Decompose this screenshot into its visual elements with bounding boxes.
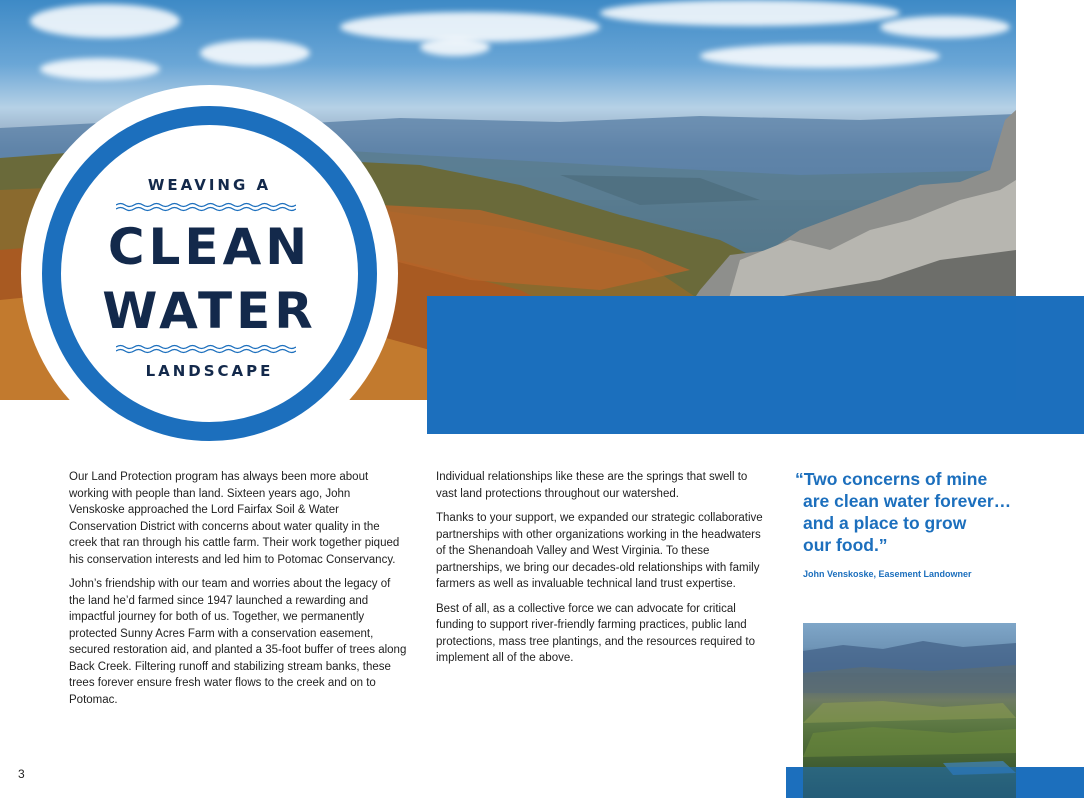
paragraph: Individual relationships like these are the springs that swell to vast land protections throughout our watershed. [436,471,748,500]
title-line-clean: CLEAN [107,218,312,276]
pull-quote-line: are clean water forever… [803,491,1012,511]
title-line-water: WATER [102,282,317,340]
body-column-1 [69,469,409,716]
paragraph: John’s friendship with our team and worries about the legacy of the land he’d farmed since 1947 launched a rewarding and impactful journey for both of us. Together, we permanently protected Sunny Acres Farm with a conservation easement, secured restoration aid, and planted a 35-foot buffer of trees along Back Creek. Filtering runoff and stabilizing stream banks, these trees forever ensure fresh water flows to the creek and on to Potomac. [69,578,407,706]
wave-divider-icon [116,202,296,212]
pull-quote-line: “Two concerns of mine [795,469,988,489]
pull-quote [795,468,1025,556]
page-number: 3 [18,767,25,781]
title-kicker-top: WEAVING A [147,176,272,194]
quote-attribution: John Venskoske, Easement Landowner [803,569,972,579]
accent-blue-overlay [803,767,1016,798]
paragraph: Our Land Protection program has always been more about working with people than land. Sixteen years ago, John Venskoske approached the Lord Fairfax Soil & Water Conservation District with concerns about water quality in the creek that ran through his cattle farm. Their work together piqued his conservation interests and led him to Potomac Conservancy. [69,471,400,566]
accent-blue-overlay [427,296,1016,400]
pull-quote-line: and a place to grow [803,513,967,533]
body-column-2 [436,469,771,675]
pull-quote-line: our food.” [803,535,888,555]
paragraph: Best of all, as a collective force we can advocate for critical funding to support river-friendly farming practices, public land protections, mass tree plantings, and the resources required to implement all of the above. [436,602,755,664]
title-kicker-bottom: LANDSCAPE [145,362,274,380]
wave-divider-icon [116,344,296,354]
paragraph: Thanks to your support, we expanded our strategic collaborative partnerships with other organizations working in the headwaters of the Shenandoah Valley and West Virginia. To these partnerships, we bring our decades-old relationships with family farmers as well as invaluable technical land trust expertise. [436,512,763,590]
